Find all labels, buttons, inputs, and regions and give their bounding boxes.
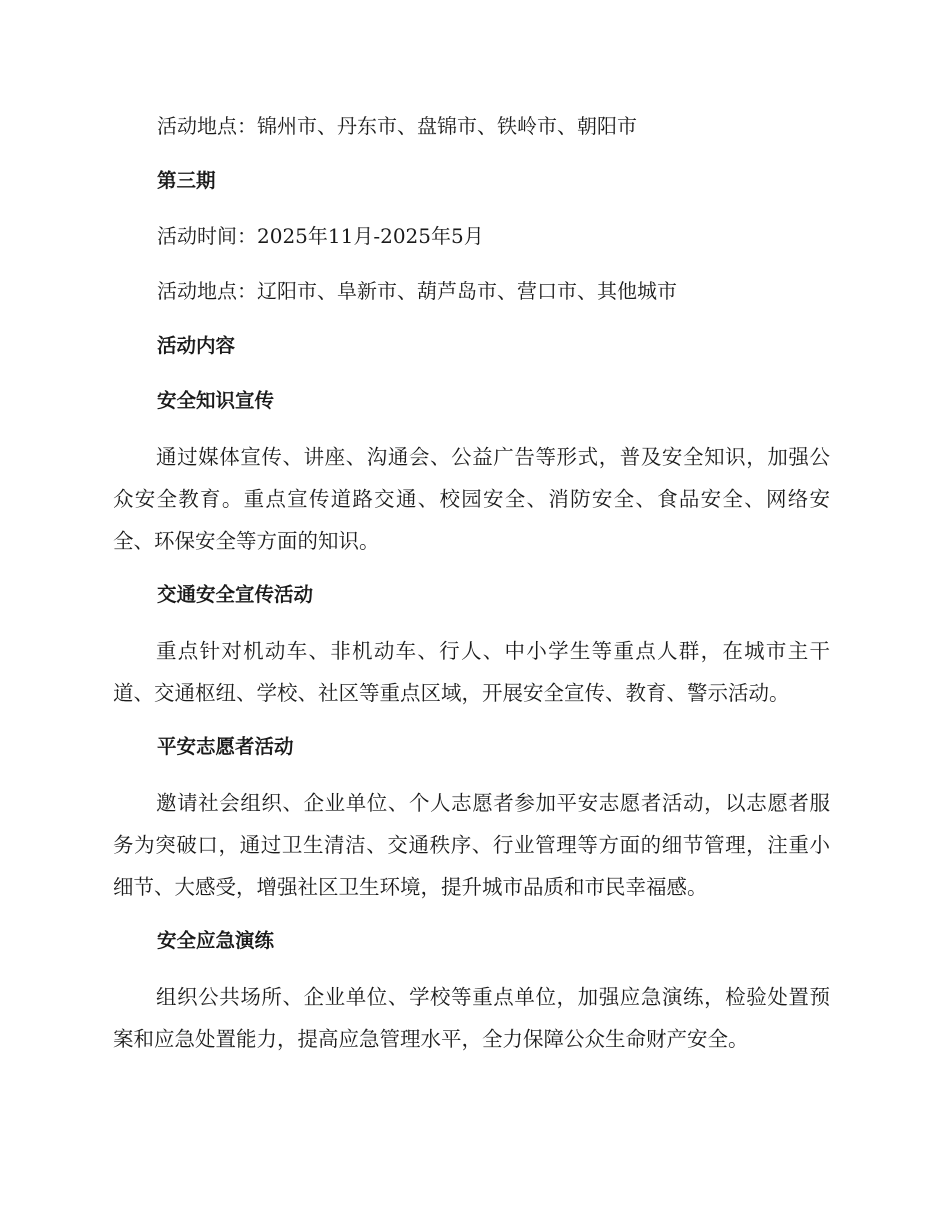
section-heading-safety-knowledge: 安全知识宣传 <box>157 389 275 412</box>
activity-time-phase3: 活动时间：2025年11月-2025年5月 <box>157 224 484 248</box>
activity-location-phase2: 活动地点：锦州市、丹东市、盘锦市、铁岭市、朝阳市 <box>157 114 637 138</box>
section-heading-traffic-safety: 交通安全宣传活动 <box>157 583 314 606</box>
section-heading-volunteers: 平安志愿者活动 <box>157 735 294 758</box>
section-body-emergency-drill: 组织公共场所、企业单位、学校等重点单位，加强应急演练，检验处置预案和应急处置能力，提高应急管理水平，全力保障公众生命财产安全。 <box>113 985 830 1051</box>
section-body-safety-knowledge: 通过媒体宣传、讲座、沟通会、公益广告等形式，普及安全知识，加强公众安全教育。重点宣传道路交通、校园安全、消防安全、食品安全、网络安全、环保安全等方面的知识。 <box>113 445 830 553</box>
activity-content-heading: 活动内容 <box>157 334 236 357</box>
activity-location-phase3: 活动地点：辽阳市、阜新市、葫芦岛市、营口市、其他城市 <box>157 279 677 303</box>
section-body-volunteers: 邀请社会组织、企业单位、个人志愿者参加平安志愿者活动，以志愿者服务为突破口，通过卫生清洁、交通秩序、行业管理等方面的细节管理，注重小细节、大感受，增强社区卫生环境，提升城市品质和市民幸福感。 <box>113 791 830 899</box>
phase3-heading: 第三期 <box>157 169 216 192</box>
section-body-traffic-safety: 重点针对机动车、非机动车、行人、中小学生等重点人群，在城市主干道、交通枢纽、学校、社区等重点区域，开展安全宣传、教育、警示活动。 <box>113 639 830 705</box>
section-heading-emergency-drill: 安全应急演练 <box>157 929 275 952</box>
